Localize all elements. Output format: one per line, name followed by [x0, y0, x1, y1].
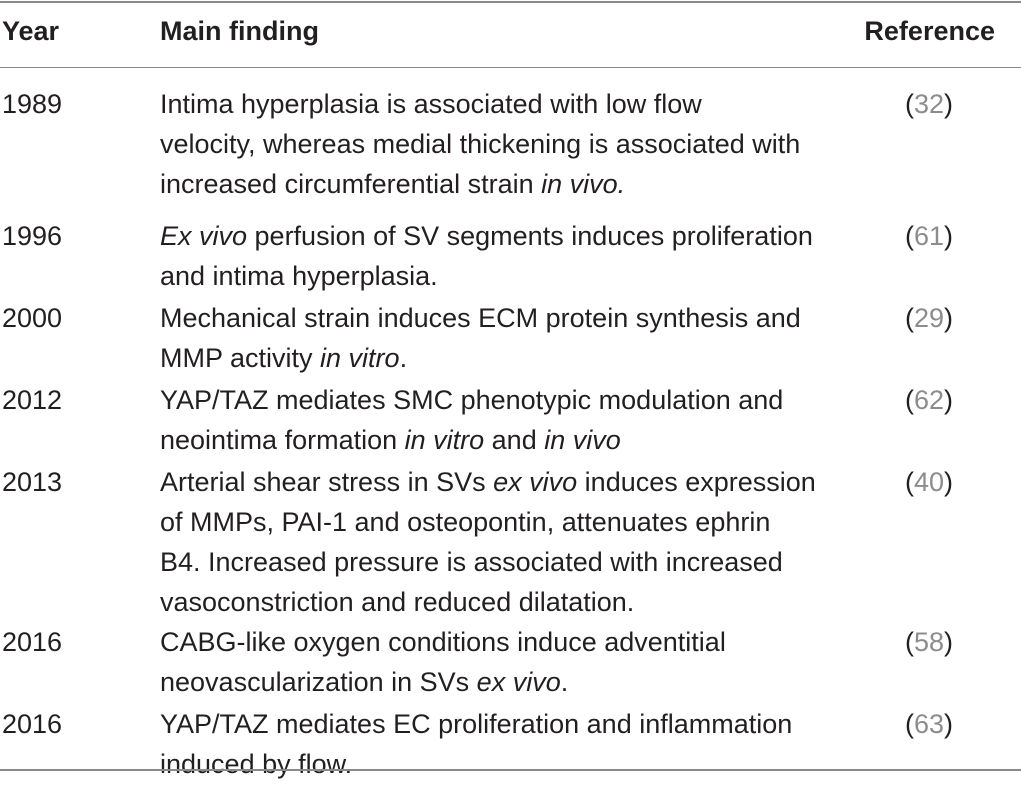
year-cell: 2016	[2, 627, 63, 657]
finding-line	[160, 462, 850, 502]
reference-cell: (61)	[904, 221, 953, 251]
finding-cell	[160, 216, 850, 296]
header-main-finding: Main finding	[160, 16, 319, 46]
finding-text: vasoconstriction and reduced dilatation.	[160, 587, 635, 617]
finding-line	[160, 662, 850, 702]
finding-text: of MMPs, PAI-1 and osteopontin, attenuates ephrin	[160, 507, 771, 537]
bottom-rule	[0, 769, 1021, 771]
finding-text: MMP activity	[160, 343, 321, 373]
finding-line	[160, 420, 850, 460]
finding-cell	[160, 462, 850, 622]
finding-text: neointima formation	[160, 425, 405, 455]
reference-cell: (40)	[904, 467, 953, 497]
finding-text: CABG-like oxygen conditions induce adventitial	[160, 627, 726, 657]
table-row	[0, 622, 1021, 704]
reference-link[interactable]: 40	[913, 467, 944, 497]
year-cell: 1996	[2, 221, 63, 251]
finding-text: velocity, whereas medial thickening is associated with	[160, 129, 801, 159]
header-year: Year	[2, 16, 60, 46]
finding-text-italic: in vivo	[544, 425, 621, 455]
table-row	[0, 380, 1021, 462]
finding-text: and	[484, 425, 545, 455]
finding-line	[160, 380, 850, 420]
finding-line	[160, 216, 850, 256]
finding-line	[160, 84, 850, 124]
finding-cell	[160, 298, 850, 378]
table-row	[0, 462, 1021, 622]
finding-cell	[160, 380, 850, 460]
finding-text: induced by flow.	[160, 749, 353, 779]
reference-link[interactable]: 63	[913, 709, 944, 739]
finding-line	[160, 744, 850, 784]
finding-line	[160, 502, 850, 542]
finding-text: increased circumferential strain	[160, 169, 542, 199]
finding-text: YAP/TAZ mediates EC proliferation and inflammation	[160, 709, 793, 739]
finding-line	[160, 164, 850, 204]
finding-text: Arterial shear stress in SVs	[160, 467, 494, 497]
finding-line	[160, 338, 850, 378]
top-rule	[0, 1, 1021, 3]
year-cell: 2016	[2, 709, 63, 739]
header-rule	[0, 67, 1021, 68]
reference-link[interactable]: 58	[913, 627, 944, 657]
finding-line	[160, 298, 850, 338]
finding-cell	[160, 622, 850, 702]
finding-text-italic: ex vivo	[493, 467, 578, 497]
finding-line	[160, 124, 850, 164]
finding-text-italic: Ex vivo	[160, 221, 248, 251]
reference-link[interactable]: 32	[913, 89, 944, 119]
finding-line	[160, 256, 850, 296]
finding-text-italic: in vitro	[320, 343, 400, 373]
finding-text: .	[399, 343, 408, 373]
reference-cell: (58)	[904, 627, 953, 657]
reference-link[interactable]: 29	[913, 303, 944, 333]
finding-text-italic: in vitro	[404, 425, 485, 455]
table-row	[0, 216, 1021, 298]
finding-line	[160, 582, 850, 622]
finding-text-italic: in vivo.	[541, 169, 626, 199]
finding-text: and intima hyperplasia.	[160, 261, 438, 291]
finding-text: induces expression	[577, 467, 816, 497]
finding-line	[160, 542, 850, 582]
finding-text: Mechanical strain induces ECM protein synthesis and	[160, 303, 801, 333]
finding-line	[160, 622, 850, 662]
reference-cell: (63)	[904, 709, 953, 739]
table-body	[0, 84, 1021, 786]
finding-cell	[160, 84, 850, 204]
reference-link[interactable]: 61	[913, 221, 944, 251]
reference-cell: (62)	[904, 385, 953, 415]
table-header	[0, 16, 1021, 56]
finding-text: perfusion of SV segments induces proliferation	[247, 221, 813, 251]
finding-text-italic: ex vivo	[476, 667, 561, 697]
finding-cell	[160, 704, 850, 784]
year-cell: 2012	[2, 385, 63, 415]
year-cell: 1989	[2, 89, 63, 119]
reference-cell: (32)	[904, 89, 953, 119]
header-reference: Reference	[864, 16, 995, 46]
finding-text: YAP/TAZ mediates SMC phenotypic modulation and	[160, 385, 784, 415]
table-row	[0, 298, 1021, 380]
finding-line	[160, 704, 850, 744]
reference-cell: (29)	[904, 303, 953, 333]
finding-text: .	[560, 667, 569, 697]
finding-text: neovascularization in SVs	[160, 667, 477, 697]
year-cell: 2013	[2, 467, 63, 497]
finding-text: Intima hyperplasia is associated with low flow	[160, 89, 702, 119]
table-row	[0, 84, 1021, 216]
reference-link[interactable]: 62	[913, 385, 944, 415]
year-cell: 2000	[2, 303, 63, 333]
finding-text: B4. Increased pressure is associated with increased	[160, 547, 783, 577]
table-row	[0, 704, 1021, 786]
